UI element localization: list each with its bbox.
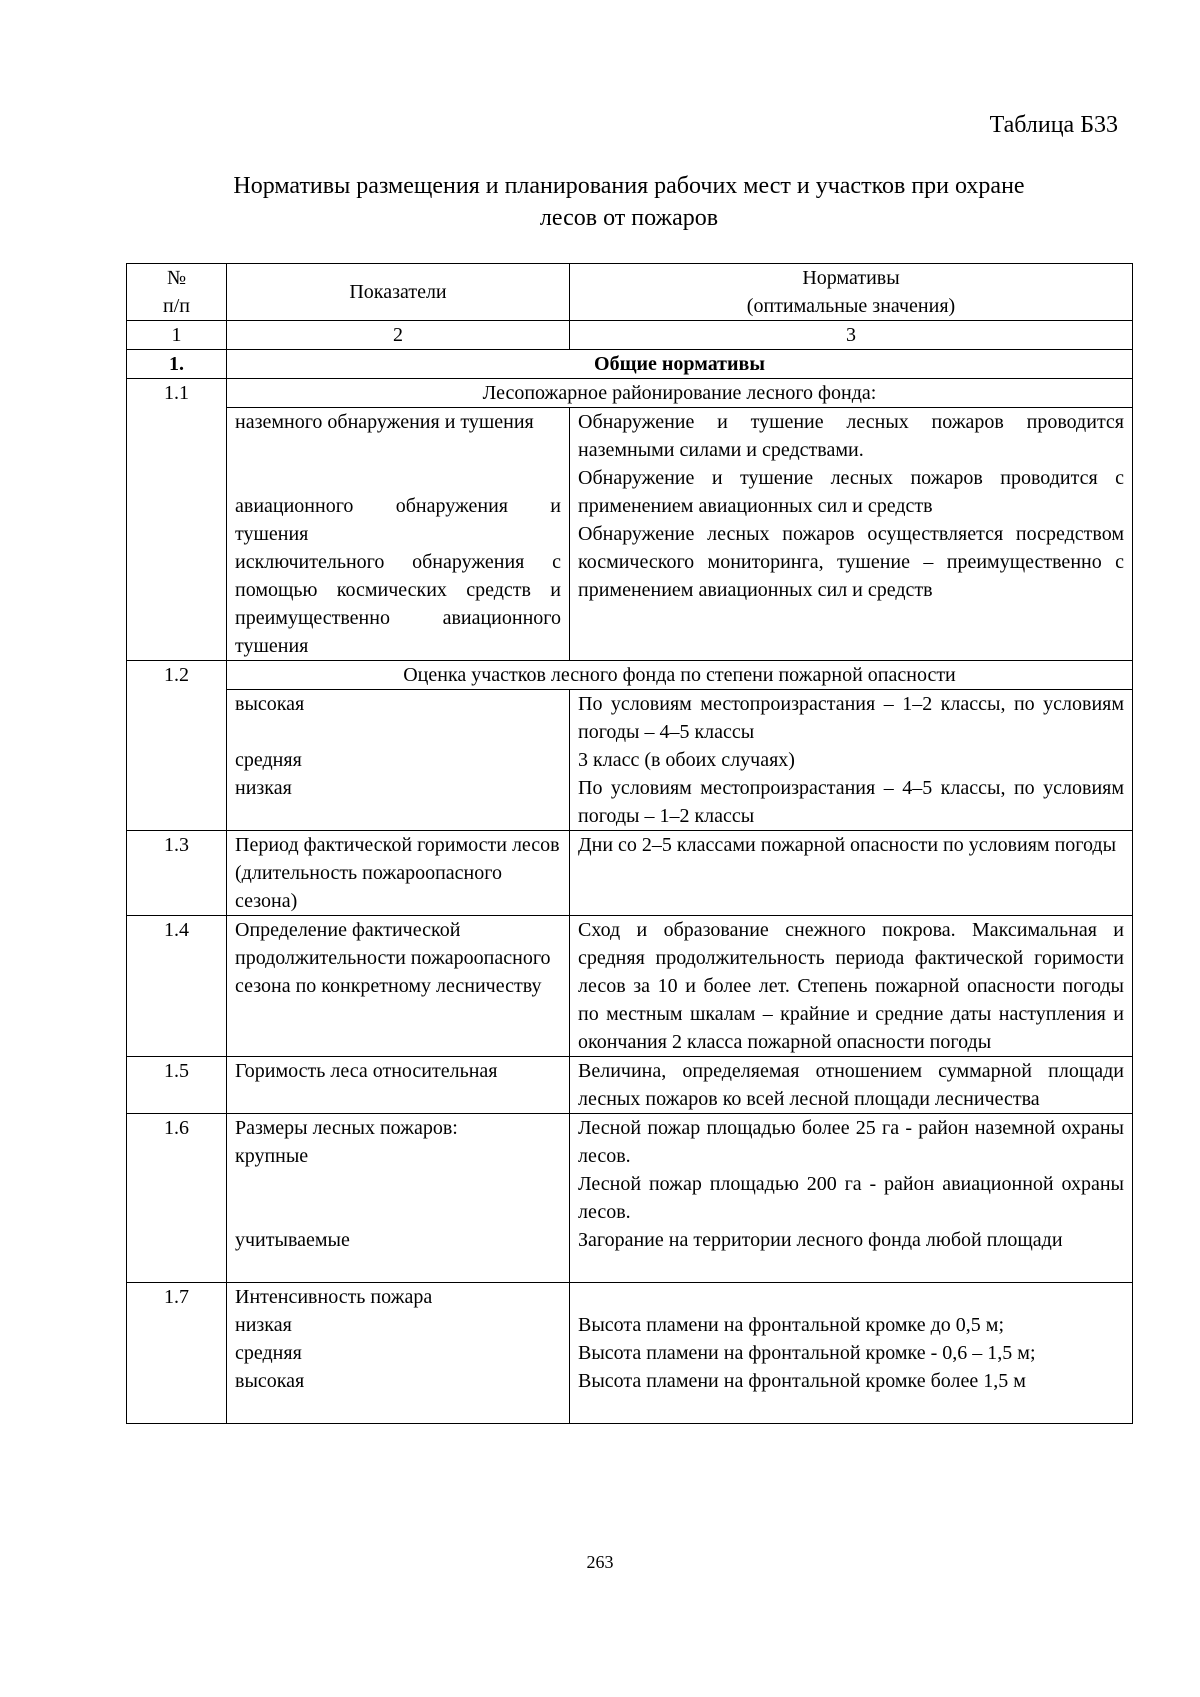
norm-cell: Величина, определяемая отношением суммарной площади лесных пожаров ко всей лесной площади лесничества xyxy=(570,1057,1133,1114)
subsection-title: Оценка участков лесного фонда по степени пожарной опасности xyxy=(227,661,1133,690)
table-row xyxy=(127,1114,1133,1283)
indicator-item: исключительного обнаружения с помощью космических средств и преимущественно авиационного тушения xyxy=(235,551,561,657)
row-number: 1.7 xyxy=(127,1283,227,1424)
norm-cell xyxy=(570,690,1133,831)
indicator-cell: Период фактической горимости лесов (длительность пожароопасного сезона) xyxy=(227,831,570,916)
norm-item: Высота пламени на фронтальной кромке до 0,5 м; xyxy=(578,1314,1005,1336)
section-row xyxy=(127,350,1133,379)
header-number-pp: п/п xyxy=(163,295,190,317)
norm-item: Высота пламени на фронтальной кромке - 0,6 – 1,5 м; xyxy=(578,1342,1036,1364)
norm-item: Обнаружение лесных пожаров осуществляется посредством космического мониторинга, тушение – преимущественно с применением авиационных сил и средств xyxy=(578,523,1124,601)
indicator-item: наземного обнаружения и тушения xyxy=(235,411,534,433)
norm-item: По условиям местопроизрастания – 4–5 классы, по условиям погоды – 1–2 классы xyxy=(578,777,1124,827)
indicator-item: крупные xyxy=(235,1145,309,1167)
norm-item: Загорание на территории лесного фонда любой площади xyxy=(578,1229,1063,1251)
header-indicators: Показатели xyxy=(227,264,570,321)
indicator-item: низкая xyxy=(235,777,292,799)
table-row xyxy=(127,831,1133,916)
norm-item: Обнаружение и тушение лесных пожаров проводится с применением авиационных сил и средств xyxy=(578,467,1124,517)
norms-table xyxy=(126,263,1133,1424)
column-numbers-row xyxy=(127,321,1133,350)
indicator-item: учитываемые xyxy=(235,1229,350,1251)
norm-item: Обнаружение и тушение лесных пожаров проводится наземными силами и средствами. xyxy=(578,411,1124,461)
norm-item: Лесной пожар площадью 200 га - район авиационной охраны лесов. xyxy=(578,1173,1124,1223)
indicator-cell xyxy=(227,1114,570,1283)
indicator-item: высокая xyxy=(235,693,305,715)
page-number: 263 xyxy=(586,1552,614,1572)
indicator-item: средняя xyxy=(235,1342,302,1364)
row-number: 1.3 xyxy=(127,831,227,916)
row-number: 1.1 xyxy=(127,379,227,661)
title-line-1: Нормативы размещения и планирования рабочих мест и участков при охране xyxy=(233,173,1025,199)
indicator-item: высокая xyxy=(235,1370,305,1392)
indicator-item: авиационного обнаружения и тушения xyxy=(235,495,561,545)
row-number: 1.6 xyxy=(127,1114,227,1283)
indicator-cell: Определение фактической продолжительности пожароопасного сезона по конкретному лесничеству xyxy=(227,916,570,1057)
indicator-cell: Горимость леса относительная xyxy=(227,1057,570,1114)
column-number: 1 xyxy=(127,321,227,350)
indicator-cell xyxy=(227,408,570,661)
header-norms-subtitle: (оптимальные значения) xyxy=(746,295,956,317)
indicator-item: Интенсивность пожара xyxy=(235,1286,433,1308)
column-number: 2 xyxy=(227,321,570,350)
title-line-2: лесов от пожаров xyxy=(539,205,719,231)
norm-cell xyxy=(570,1283,1133,1424)
norm-cell xyxy=(570,1114,1133,1283)
column-number: 3 xyxy=(570,321,1133,350)
header-norms-title: Нормативы xyxy=(802,267,900,289)
norm-cell xyxy=(570,408,1133,661)
indicator-item: Размеры лесных пожаров: xyxy=(235,1117,458,1139)
table-row xyxy=(127,916,1133,1057)
indicator-item: низкая xyxy=(235,1314,292,1336)
table-row xyxy=(127,690,1133,831)
norm-cell: Дни со 2–5 классами пожарной опасности по условиям погоды xyxy=(570,831,1133,916)
table-row xyxy=(127,379,1133,408)
row-number: 1.5 xyxy=(127,1057,227,1114)
norm-item: Высота пламени на фронтальной кромке более 1,5 м xyxy=(578,1370,1026,1392)
norm-cell: Сход и образование снежного покрова. Максимальная и средняя продолжительность периода фактической горимости лесов за 10 и более лет. Степень пожарной опасности погоды по местным шкалам – крайние и средние даты наступления и окончания 2 класса пожарной опасности погоды xyxy=(570,916,1133,1057)
indicator-cell xyxy=(227,690,570,831)
norm-item: 3 класс (в обоих случаях) xyxy=(578,749,795,771)
norm-item: По условиям местопроизрастания – 1–2 классы, по условиям погоды – 4–5 классы xyxy=(578,693,1124,743)
header-number-sign: № xyxy=(166,267,187,289)
table-row xyxy=(127,661,1133,690)
indicator-cell xyxy=(227,1283,570,1424)
row-number: 1.4 xyxy=(127,916,227,1057)
table-row xyxy=(127,1283,1133,1424)
table-row xyxy=(127,1057,1133,1114)
row-number: 1.2 xyxy=(127,661,227,831)
header-norms xyxy=(570,264,1133,321)
section-number: 1. xyxy=(127,350,227,379)
table-header-row xyxy=(127,264,1133,321)
subsection-title: Лесопожарное районирование лесного фонда: xyxy=(227,379,1133,408)
header-number xyxy=(127,264,227,321)
table-row xyxy=(127,408,1133,661)
table-label: Таблица Б33 xyxy=(989,112,1118,138)
document-title xyxy=(126,170,1132,234)
indicator-item: средняя xyxy=(235,749,302,771)
section-title: Общие нормативы xyxy=(227,350,1133,379)
norm-item: Лесной пожар площадью более 25 га - район наземной охраны лесов. xyxy=(578,1117,1124,1167)
